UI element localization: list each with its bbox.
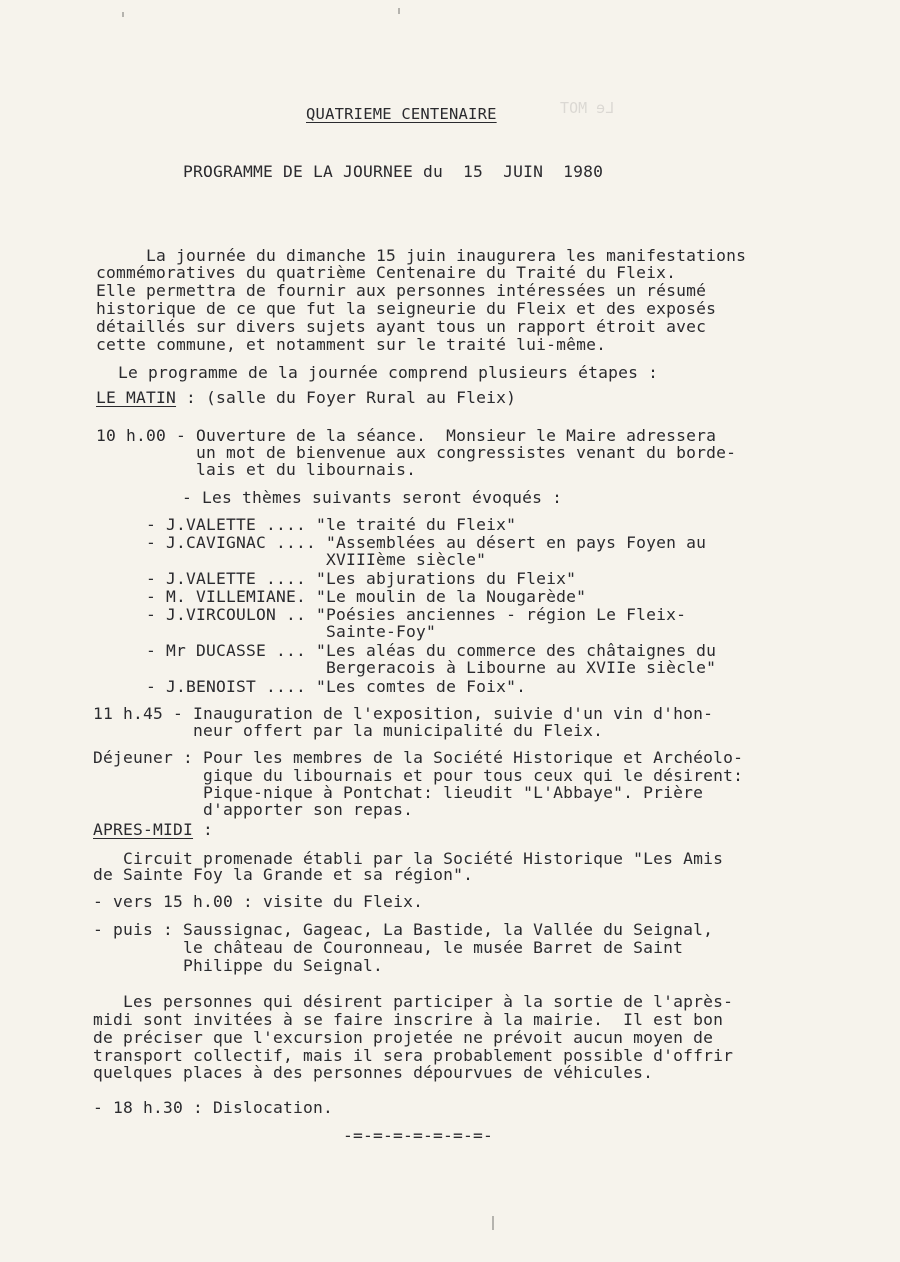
closing-line: midi sont invitées à se faire inscrire à la mairie. Il est bon [93, 1010, 724, 1029]
paper-speck [398, 8, 400, 14]
programme-line: Le programme de la journée comprend plusieurs étapes : [118, 363, 659, 382]
dejeuner-line: d'apporter son repas. [93, 800, 414, 819]
schedule-line: 10 h.00 - Ouverture de la séance. Monsieur le Maire adressera [96, 426, 717, 445]
closing-line: de préciser que l'excursion projetée ne prévoit aucun moyen de [93, 1028, 714, 1047]
dejeuner-line: Déjeuner : Pour les membres de la Société Historique et Archéolo- [93, 748, 744, 767]
matin-location: : (salle du Foyer Rural au Fleix) [176, 388, 517, 407]
talk-line: - J.CAVIGNAC .... "Assemblées au désert en pays Foyen au [146, 533, 707, 552]
route-line: Philippe du Seignal. [93, 956, 384, 975]
closing-line: transport collectif, mais il sera probablement possible d'offrir [93, 1046, 734, 1065]
dejeuner-line: gique du libournais et pour tous ceux qui le désirent: [93, 766, 744, 785]
talk-line: - J.VALETTE .... "le traité du Fleix" [146, 515, 517, 534]
visit-line: - vers 15 h.00 : visite du Fleix. [93, 892, 424, 911]
document-title: QUATRIEME CENTENAIRE [306, 105, 497, 123]
talk-line: - J.VALETTE .... "Les abjurations du Fleix" [146, 569, 577, 588]
apres-midi-heading: APRES-MIDI : [93, 820, 214, 839]
themes-intro: - Les thèmes suivants seront évoqués : [182, 488, 563, 507]
programme-heading: PROGRAMME DE LA JOURNEE du 15 JUIN 1980 [183, 162, 604, 181]
talk-line: - Mr DUCASSE ... "Les aléas du commerce des châtaignes du [146, 641, 717, 660]
closing-line: quelques places à des personnes dépourvues de véhicules. [93, 1063, 654, 1082]
dejeuner-line: Pique-nique à Pontchat: lieudit "L'Abbaye". Prière [93, 783, 704, 802]
circuit-line: de Sainte Foy la Grande et sa région". [93, 865, 474, 884]
paper-speck [492, 1216, 494, 1230]
schedule-line: un mot de bienvenue aux congressistes venant du borde- [96, 443, 737, 462]
apres-midi-label: APRES-MIDI [93, 820, 194, 839]
circuit-line: Circuit promenade établi par la Société Historique "Les Amis [93, 849, 724, 868]
talk-line: - M. VILLEMIANE. "Le moulin de la Nougarède" [146, 587, 587, 606]
intro-line: La journée du dimanche 15 juin inaugurera les manifestations [146, 246, 747, 265]
schedule-line: lais et du libournais. [96, 460, 417, 479]
intro-line: cette commune, et notamment sur le traité lui-même. [96, 335, 607, 354]
separator-line: -=-=-=-=-=-=-=- [343, 1126, 494, 1145]
route-line: le château de Couronneau, le musée Barret de Saint [93, 938, 684, 957]
dislocation-line: - 18 h.30 : Dislocation. [93, 1098, 334, 1117]
talk-line: - J.BENOIST .... "Les comtes de Foix". [146, 677, 527, 696]
matin-label: LE MATIN [96, 388, 177, 407]
paper-speck [122, 12, 124, 17]
matin-heading [96, 389, 516, 406]
intro-line: historique de ce que fut la seigneurie du Fleix et des exposés [96, 299, 717, 318]
intro-line: Elle permettra de fournir aux personnes intéressées un résumé [96, 281, 707, 300]
route-line: - puis : Saussignac, Gageac, La Bastide, la Vallée du Seignal, [93, 920, 714, 939]
talk-line: - J.VIRCOULON .. "Poésies anciennes - région Le Fleix- [146, 605, 687, 624]
intro-line: détaillés sur divers sujets ayant tous un rapport étroit avec [96, 317, 707, 336]
closing-line: Les personnes qui désirent participer à la sortie de l'après- [93, 992, 734, 1011]
talk-line: XVIIIème siècle" [146, 550, 487, 569]
schedule-line: 11 h.45 - Inauguration de l'exposition, suivie d'un vin d'hon- [93, 704, 714, 723]
intro-line: commémoratives du quatrième Centenaire du Traité du Fleix. [96, 263, 677, 282]
bleed-through-text: Le MOT [560, 99, 615, 117]
schedule-line: neur offert par la municipalité du Fleix. [93, 721, 604, 740]
talk-line: Bergeracois à Libourne au XVIIe siècle" [146, 658, 717, 677]
talk-line: Sainte-Foy" [146, 622, 437, 641]
